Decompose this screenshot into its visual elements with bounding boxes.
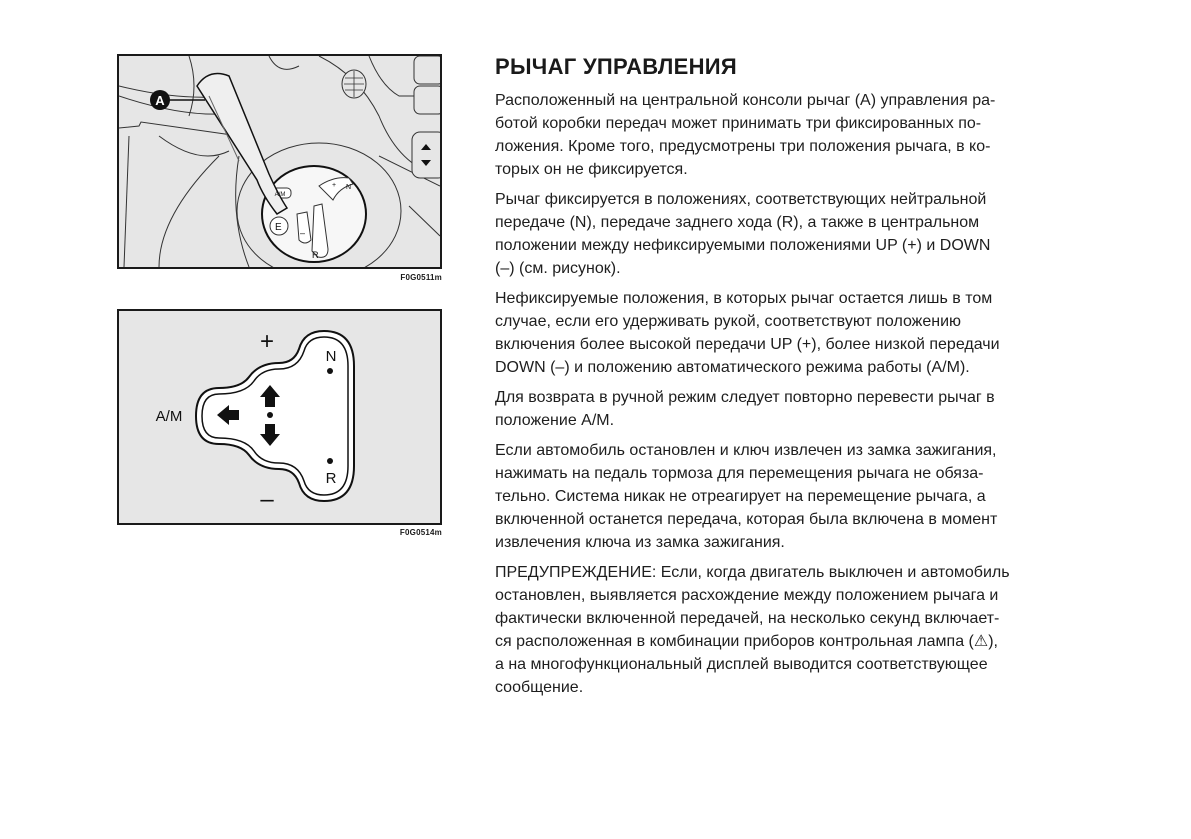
auto-manual-label: A/M (155, 408, 183, 425)
svg-text:N: N (346, 184, 352, 191)
gear-gate-diagram (117, 309, 442, 525)
page-title: РЫЧАГ УПРАВЛЕНИЯ (495, 54, 738, 79)
callout-a-label: A (155, 93, 165, 108)
paragraph: Рычаг фиксируется в положениях, соответствующих нейтральной передаче (N), передаче заднего хода (R), а также в центральном положении между нефиксируемыми положениями UP (+) и DOWN (–) (см. рисунок). (495, 191, 991, 277)
gear-lever-illustration (117, 54, 442, 269)
svg-text:+: + (332, 182, 337, 189)
neutral-label: N (325, 348, 337, 365)
warning-paragraph: ПРЕДУПРЕЖДЕНИЕ: Если, когда двигатель выключен и автомобиль остановлен, выявляется расхождение между положением рычага и фактически включенной передачей, на несколько секунд включает- ся расположенная в комбинации приборов контрольная лампа (⚠), а на многофункциональный дисплей выводится соответствующее сообщение. (495, 561, 1135, 699)
svg-text:A/M: A/M (274, 192, 286, 198)
paragraph: Если автомобиль остановлен и ключ извлечен из замка зажигания, нажимать на педаль тормоза для перемещения рычага не обяза- тельно. Система никак не отреагирует на перемещение рычага, а включенной останется передача, которая была включена в момент извлечения ключа из замка зажигания. (495, 442, 998, 551)
plus-label: + (259, 328, 275, 355)
gear-lever-drawing (119, 56, 440, 267)
figure-code: F0G0511m (400, 273, 442, 282)
paragraph: Расположенный на центральной консоли рычаг (A) управления ра- ботой коробки передач может принимать три фиксированных по- ложения. Кроме того, предусмотрены три положения рычага, в ко- торых он не фиксируется. (495, 92, 996, 178)
figure-code: F0G0514m (399, 528, 442, 537)
article (495, 54, 1135, 706)
reverse-label: R (325, 470, 337, 487)
minus-label: – (260, 486, 274, 513)
gate-schematic (119, 311, 440, 523)
paragraph: Для возврата в ручной режим следует повторно перевести рычаг в положение A/M. (495, 389, 995, 429)
warning-lamp-line: ся расположенная в комбинации приборов контрольная лампа (⚠), (495, 633, 998, 650)
svg-text:R: R (312, 250, 319, 260)
svg-text:E: E (275, 222, 282, 233)
paragraph: Нефиксируемые положения, в которых рычаг остается лишь в том случае, если его удерживать рукой, соответствуют положению включения более высокой передачи UP (+), более низкой передачи DOWN (–) и положению автоматического режима работы (A/M). (495, 290, 1000, 376)
svg-text:–: – (300, 228, 306, 238)
